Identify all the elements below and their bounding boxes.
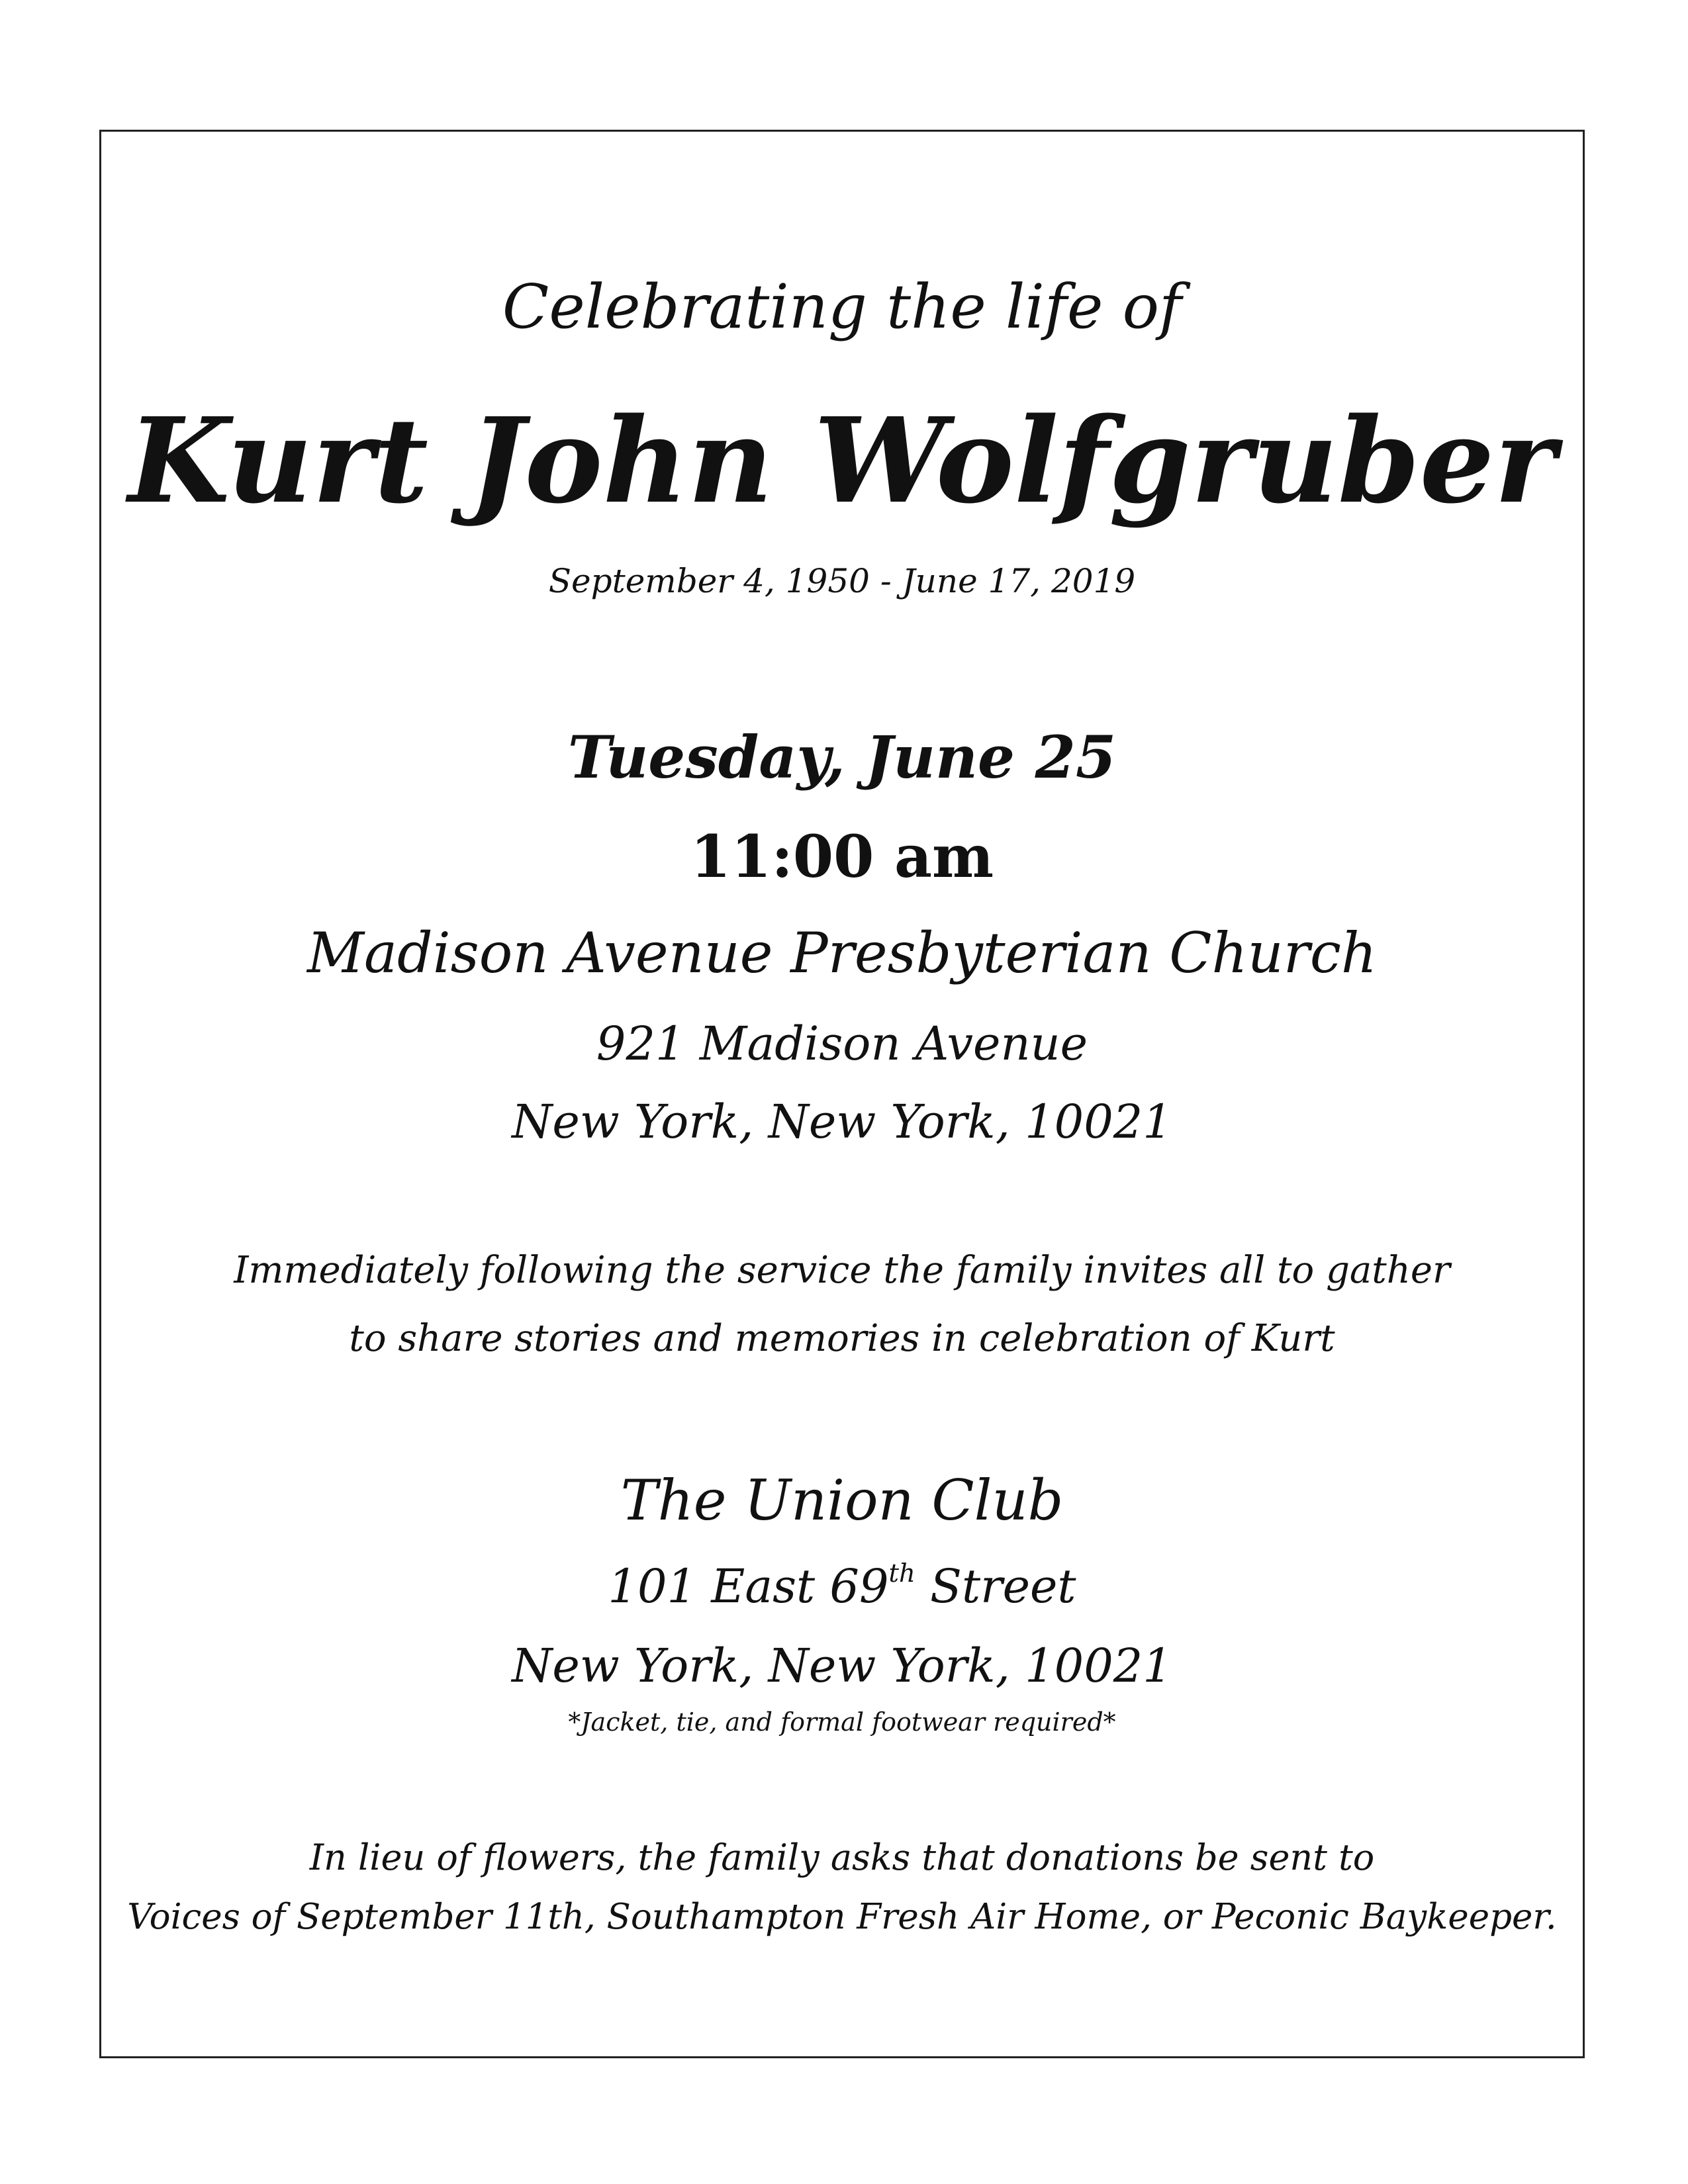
reception-address-number: 101 East 69 bbox=[608, 1559, 889, 1614]
honoree-name: Kurt John Wolfgruber bbox=[128, 392, 1556, 529]
reception-address-ordinal: th bbox=[888, 1559, 915, 1589]
dress-code-note: *Jacket, tie, and formal footwear required* bbox=[568, 1707, 1116, 1737]
service-address-line1: 921 Madison Avenue bbox=[596, 1017, 1088, 1071]
service-time: 11:00 am bbox=[690, 822, 994, 891]
donations-line2: Voices of September 11th, Southampton Fresh Air Home, or Peconic Baykeeper. bbox=[127, 1897, 1557, 1937]
service-day: Tuesday, June 25 bbox=[567, 723, 1117, 792]
donations-line1: In lieu of flowers, the family asks that donations be sent to bbox=[309, 1837, 1375, 1878]
gathering-note-line1: Immediately following the service the family invites all to gather bbox=[234, 1249, 1450, 1292]
reception-venue: The Union Club bbox=[620, 1468, 1064, 1533]
reception-address-line1 bbox=[99, 1559, 1585, 1614]
service-address-line2: New York, New York, 10021 bbox=[512, 1095, 1172, 1149]
intro-text: Celebrating the life of bbox=[502, 271, 1182, 342]
reception-address-street: Street bbox=[915, 1559, 1076, 1614]
life-dates: September 4, 1950 - June 17, 2019 bbox=[548, 562, 1136, 600]
service-venue: Madison Avenue Presbyterian Church bbox=[306, 921, 1378, 985]
gathering-note-line2: to share stories and memories in celebration of Kurt bbox=[349, 1317, 1335, 1360]
reception-address-line2: New York, New York, 10021 bbox=[512, 1639, 1172, 1693]
